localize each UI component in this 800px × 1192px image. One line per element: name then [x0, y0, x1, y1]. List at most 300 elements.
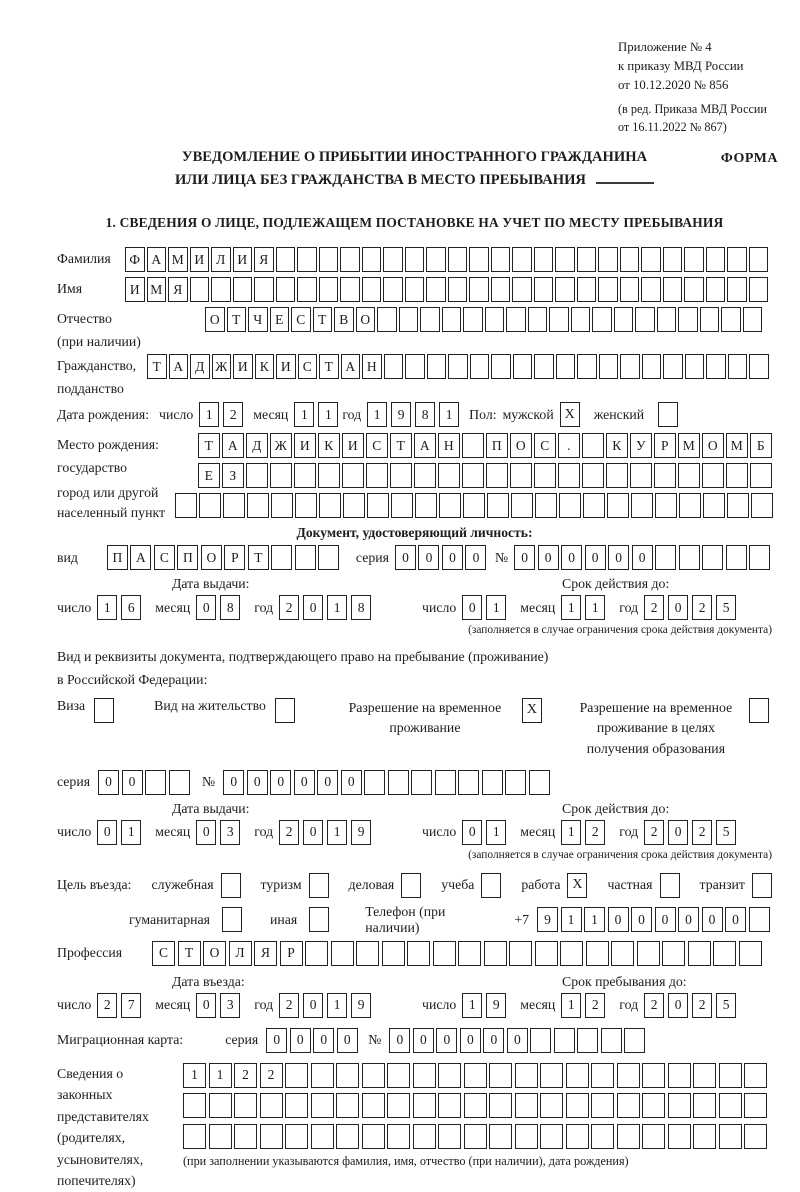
char-box[interactable]: [387, 1124, 410, 1149]
char-box[interactable]: Ч: [248, 307, 268, 332]
char-box[interactable]: [703, 493, 725, 518]
char-box[interactable]: 9: [351, 993, 371, 1018]
char-box[interactable]: [749, 907, 770, 932]
char-box[interactable]: [577, 247, 597, 272]
char-box[interactable]: [319, 277, 339, 302]
char-box[interactable]: 0: [702, 907, 723, 932]
char-box[interactable]: 0: [196, 820, 216, 845]
char-box[interactable]: [642, 1124, 665, 1149]
char-box[interactable]: С: [154, 545, 175, 570]
char-box[interactable]: [591, 1063, 614, 1088]
char-box[interactable]: [540, 1093, 563, 1118]
char-box[interactable]: [555, 277, 575, 302]
char-box[interactable]: [559, 493, 581, 518]
char-box[interactable]: [318, 545, 339, 570]
char-box[interactable]: 0: [303, 993, 323, 1018]
char-box[interactable]: [362, 247, 382, 272]
char-box[interactable]: [566, 1063, 589, 1088]
char-box[interactable]: И: [233, 247, 253, 272]
char-box[interactable]: [336, 1063, 359, 1088]
char-box[interactable]: [463, 307, 483, 332]
char-box[interactable]: [405, 247, 425, 272]
char-box[interactable]: [702, 463, 724, 488]
char-box[interactable]: [719, 1063, 742, 1088]
char-box[interactable]: [438, 1124, 461, 1149]
char-box[interactable]: [577, 1028, 598, 1053]
char-box[interactable]: [513, 354, 533, 379]
char-box[interactable]: [606, 463, 628, 488]
char-box[interactable]: М: [147, 277, 167, 302]
char-box[interactable]: [388, 770, 409, 795]
char-box[interactable]: [356, 941, 379, 966]
char-box[interactable]: 1: [561, 595, 581, 620]
sex-female-checkbox[interactable]: [658, 402, 678, 427]
char-box[interactable]: [555, 247, 575, 272]
char-box[interactable]: 0: [196, 993, 216, 1018]
char-box[interactable]: [620, 354, 640, 379]
char-box[interactable]: 5: [716, 993, 736, 1018]
char-box[interactable]: [175, 493, 197, 518]
char-box[interactable]: Т: [178, 941, 201, 966]
char-box[interactable]: [726, 545, 747, 570]
char-box[interactable]: Е: [270, 307, 290, 332]
char-box[interactable]: 0: [395, 545, 416, 570]
purpose-business-checkbox[interactable]: [221, 873, 241, 898]
char-box[interactable]: Т: [198, 433, 220, 458]
char-box[interactable]: [271, 545, 292, 570]
char-box[interactable]: 1: [585, 595, 605, 620]
char-box[interactable]: [713, 941, 736, 966]
char-box[interactable]: 1: [561, 993, 581, 1018]
char-box[interactable]: [487, 493, 509, 518]
char-box[interactable]: [426, 277, 446, 302]
char-box[interactable]: 0: [507, 1028, 528, 1053]
char-box[interactable]: 2: [692, 993, 712, 1018]
char-box[interactable]: 1: [209, 1063, 232, 1088]
char-box[interactable]: [534, 354, 554, 379]
char-box[interactable]: К: [255, 354, 275, 379]
char-box[interactable]: [405, 277, 425, 302]
char-box[interactable]: [462, 463, 484, 488]
char-box[interactable]: [684, 277, 704, 302]
char-box[interactable]: [448, 277, 468, 302]
char-box[interactable]: [598, 247, 618, 272]
char-box[interactable]: [413, 1063, 436, 1088]
char-box[interactable]: [438, 1063, 461, 1088]
char-box[interactable]: [297, 277, 317, 302]
char-box[interactable]: А: [147, 247, 167, 272]
char-box[interactable]: [706, 354, 726, 379]
char-box[interactable]: Е: [198, 463, 220, 488]
char-box[interactable]: [614, 307, 634, 332]
char-box[interactable]: Р: [654, 433, 676, 458]
char-box[interactable]: 0: [389, 1028, 410, 1053]
char-box[interactable]: П: [107, 545, 128, 570]
char-box[interactable]: [247, 493, 269, 518]
char-box[interactable]: 2: [585, 993, 605, 1018]
char-box[interactable]: В: [334, 307, 354, 332]
char-box[interactable]: [427, 354, 447, 379]
char-box[interactable]: О: [201, 545, 222, 570]
char-box[interactable]: [582, 433, 604, 458]
char-box[interactable]: [336, 1093, 359, 1118]
char-box[interactable]: [209, 1093, 232, 1118]
char-box[interactable]: [387, 1093, 410, 1118]
char-box[interactable]: 1: [439, 402, 459, 427]
char-box[interactable]: Д: [190, 354, 210, 379]
char-box[interactable]: [145, 770, 166, 795]
char-box[interactable]: 0: [678, 907, 699, 932]
char-box[interactable]: [234, 1093, 257, 1118]
char-box[interactable]: 2: [223, 402, 243, 427]
char-box[interactable]: А: [130, 545, 151, 570]
char-box[interactable]: [413, 1093, 436, 1118]
char-box[interactable]: [515, 1063, 538, 1088]
char-box[interactable]: [387, 1063, 410, 1088]
char-box[interactable]: Т: [390, 433, 412, 458]
char-box[interactable]: 0: [122, 770, 143, 795]
char-box[interactable]: [506, 307, 526, 332]
char-box[interactable]: 1: [327, 993, 347, 1018]
char-box[interactable]: [319, 493, 341, 518]
char-box[interactable]: 1: [561, 820, 581, 845]
char-box[interactable]: М: [678, 433, 700, 458]
char-box[interactable]: [750, 463, 772, 488]
char-box[interactable]: 2: [279, 993, 299, 1018]
char-box[interactable]: [223, 493, 245, 518]
char-box[interactable]: [405, 354, 425, 379]
char-box[interactable]: Я: [254, 247, 274, 272]
char-box[interactable]: С: [298, 354, 318, 379]
residence-permit-checkbox[interactable]: [275, 698, 295, 723]
char-box[interactable]: 0: [303, 820, 323, 845]
char-box[interactable]: [679, 545, 700, 570]
char-box[interactable]: [464, 1063, 487, 1088]
char-box[interactable]: [554, 1028, 575, 1053]
char-box[interactable]: [458, 941, 481, 966]
char-box[interactable]: Б: [750, 433, 772, 458]
char-box[interactable]: 0: [655, 907, 676, 932]
char-box[interactable]: [721, 307, 741, 332]
char-box[interactable]: [749, 545, 770, 570]
char-box[interactable]: [657, 307, 677, 332]
char-box[interactable]: [340, 247, 360, 272]
char-box[interactable]: [233, 277, 253, 302]
char-box[interactable]: К: [606, 433, 628, 458]
char-box[interactable]: [702, 545, 723, 570]
char-box[interactable]: [297, 247, 317, 272]
char-box[interactable]: И: [190, 247, 210, 272]
char-box[interactable]: 0: [313, 1028, 334, 1053]
char-box[interactable]: [591, 1124, 614, 1149]
char-box[interactable]: [413, 1124, 436, 1149]
char-box[interactable]: [246, 463, 268, 488]
char-box[interactable]: [234, 1124, 257, 1149]
char-box[interactable]: Т: [313, 307, 333, 332]
char-box[interactable]: [183, 1093, 206, 1118]
char-box[interactable]: Я: [168, 277, 188, 302]
char-box[interactable]: 0: [631, 907, 652, 932]
char-box[interactable]: [485, 307, 505, 332]
char-box[interactable]: [469, 247, 489, 272]
char-box[interactable]: [727, 247, 747, 272]
char-box[interactable]: И: [233, 354, 253, 379]
char-box[interactable]: [489, 1063, 512, 1088]
char-box[interactable]: [642, 1093, 665, 1118]
char-box[interactable]: [464, 1124, 487, 1149]
char-box[interactable]: [209, 1124, 232, 1149]
char-box[interactable]: [336, 1124, 359, 1149]
char-box[interactable]: 1: [294, 402, 314, 427]
char-box[interactable]: [535, 941, 558, 966]
char-box[interactable]: [693, 1124, 716, 1149]
char-box[interactable]: [751, 493, 773, 518]
char-box[interactable]: [470, 354, 490, 379]
char-box[interactable]: [749, 277, 769, 302]
char-box[interactable]: [318, 463, 340, 488]
char-box[interactable]: М: [168, 247, 188, 272]
char-box[interactable]: [577, 277, 597, 302]
char-box[interactable]: Я: [254, 941, 277, 966]
char-box[interactable]: [271, 493, 293, 518]
char-box[interactable]: 5: [716, 595, 736, 620]
char-box[interactable]: [491, 354, 511, 379]
char-box[interactable]: [469, 277, 489, 302]
char-box[interactable]: [512, 247, 532, 272]
char-box[interactable]: [611, 941, 634, 966]
char-box[interactable]: [749, 354, 769, 379]
char-box[interactable]: Р: [224, 545, 245, 570]
char-box[interactable]: С: [152, 941, 175, 966]
purpose-work-checkbox[interactable]: X: [567, 873, 587, 898]
char-box[interactable]: Л: [229, 941, 252, 966]
char-box[interactable]: 8: [351, 595, 371, 620]
char-box[interactable]: [491, 247, 511, 272]
char-box[interactable]: [407, 941, 430, 966]
char-box[interactable]: [511, 493, 533, 518]
char-box[interactable]: [411, 770, 432, 795]
char-box[interactable]: [438, 463, 460, 488]
char-box[interactable]: 0: [632, 545, 653, 570]
char-box[interactable]: [484, 941, 507, 966]
char-box[interactable]: [340, 277, 360, 302]
char-box[interactable]: А: [341, 354, 361, 379]
char-box[interactable]: 2: [279, 595, 299, 620]
char-box[interactable]: Р: [280, 941, 303, 966]
char-box[interactable]: Т: [227, 307, 247, 332]
char-box[interactable]: 2: [692, 595, 712, 620]
char-box[interactable]: [515, 1124, 538, 1149]
char-box[interactable]: [169, 770, 190, 795]
char-box[interactable]: [744, 1093, 767, 1118]
char-box[interactable]: 0: [668, 595, 688, 620]
char-box[interactable]: 0: [483, 1028, 504, 1053]
char-box[interactable]: 0: [418, 545, 439, 570]
char-box[interactable]: [362, 1093, 385, 1118]
char-box[interactable]: [654, 463, 676, 488]
char-box[interactable]: [260, 1093, 283, 1118]
char-box[interactable]: 2: [585, 820, 605, 845]
char-box[interactable]: [655, 545, 676, 570]
visa-checkbox[interactable]: [94, 698, 114, 723]
char-box[interactable]: 2: [97, 993, 117, 1018]
char-box[interactable]: [285, 1093, 308, 1118]
char-box[interactable]: [420, 307, 440, 332]
char-box[interactable]: [693, 1063, 716, 1088]
char-box[interactable]: 0: [725, 907, 746, 932]
char-box[interactable]: [414, 463, 436, 488]
char-box[interactable]: [744, 1063, 767, 1088]
char-box[interactable]: [285, 1124, 308, 1149]
char-box[interactable]: П: [177, 545, 198, 570]
char-box[interactable]: 2: [644, 993, 664, 1018]
char-box[interactable]: [620, 277, 640, 302]
char-box[interactable]: [276, 247, 296, 272]
char-box[interactable]: [739, 941, 762, 966]
char-box[interactable]: 0: [561, 545, 582, 570]
char-box[interactable]: [486, 463, 508, 488]
char-box[interactable]: [534, 247, 554, 272]
char-box[interactable]: .: [558, 433, 580, 458]
char-box[interactable]: [642, 354, 662, 379]
char-box[interactable]: 2: [644, 820, 664, 845]
char-box[interactable]: [528, 307, 548, 332]
char-box[interactable]: А: [222, 433, 244, 458]
char-box[interactable]: 7: [121, 993, 141, 1018]
char-box[interactable]: [583, 493, 605, 518]
char-box[interactable]: [448, 354, 468, 379]
char-box[interactable]: [556, 354, 576, 379]
char-box[interactable]: [319, 247, 339, 272]
char-box[interactable]: [668, 1093, 691, 1118]
char-box[interactable]: [662, 941, 685, 966]
char-box[interactable]: 2: [644, 595, 664, 620]
char-box[interactable]: [728, 354, 748, 379]
char-box[interactable]: К: [318, 433, 340, 458]
char-box[interactable]: С: [291, 307, 311, 332]
char-box[interactable]: 1: [462, 993, 482, 1018]
char-box[interactable]: [382, 941, 405, 966]
char-box[interactable]: [744, 1124, 767, 1149]
char-box[interactable]: [560, 941, 583, 966]
char-box[interactable]: И: [342, 433, 364, 458]
char-box[interactable]: 1: [327, 595, 347, 620]
char-box[interactable]: [270, 463, 292, 488]
char-box[interactable]: 0: [413, 1028, 434, 1053]
char-box[interactable]: [305, 941, 328, 966]
char-box[interactable]: [534, 463, 556, 488]
char-box[interactable]: [362, 277, 382, 302]
char-box[interactable]: [620, 247, 640, 272]
char-box[interactable]: [549, 307, 569, 332]
char-box[interactable]: [489, 1124, 512, 1149]
char-box[interactable]: 1: [97, 595, 117, 620]
char-box[interactable]: [668, 1063, 691, 1088]
char-box[interactable]: 0: [196, 595, 216, 620]
char-box[interactable]: 0: [465, 545, 486, 570]
char-box[interactable]: Н: [362, 354, 382, 379]
char-box[interactable]: [362, 1124, 385, 1149]
char-box[interactable]: [706, 247, 726, 272]
char-box[interactable]: [463, 493, 485, 518]
char-box[interactable]: 0: [247, 770, 268, 795]
char-box[interactable]: 9: [391, 402, 411, 427]
purpose-study-checkbox[interactable]: [481, 873, 501, 898]
char-box[interactable]: 0: [608, 907, 629, 932]
char-box[interactable]: 1: [486, 820, 506, 845]
char-box[interactable]: [726, 463, 748, 488]
char-box[interactable]: [540, 1063, 563, 1088]
char-box[interactable]: 3: [220, 820, 240, 845]
char-box[interactable]: [663, 247, 683, 272]
char-box[interactable]: [684, 247, 704, 272]
char-box[interactable]: [489, 1093, 512, 1118]
char-box[interactable]: [439, 493, 461, 518]
char-box[interactable]: [364, 770, 385, 795]
char-box[interactable]: [343, 493, 365, 518]
char-box[interactable]: [535, 493, 557, 518]
char-box[interactable]: [433, 941, 456, 966]
char-box[interactable]: 0: [514, 545, 535, 570]
char-box[interactable]: [617, 1063, 640, 1088]
char-box[interactable]: 1: [183, 1063, 206, 1088]
char-box[interactable]: Ф: [125, 247, 145, 272]
char-box[interactable]: [462, 433, 484, 458]
char-box[interactable]: [749, 247, 769, 272]
char-box[interactable]: [586, 941, 609, 966]
char-box[interactable]: [592, 307, 612, 332]
char-box[interactable]: 0: [294, 770, 315, 795]
char-box[interactable]: [366, 463, 388, 488]
char-box[interactable]: 0: [442, 545, 463, 570]
char-box[interactable]: [598, 277, 618, 302]
char-box[interactable]: [391, 493, 413, 518]
char-box[interactable]: [342, 463, 364, 488]
char-box[interactable]: [199, 493, 221, 518]
char-box[interactable]: [617, 1093, 640, 1118]
char-box[interactable]: [601, 1028, 622, 1053]
char-box[interactable]: Т: [319, 354, 339, 379]
char-box[interactable]: [577, 354, 597, 379]
char-box[interactable]: 0: [460, 1028, 481, 1053]
char-box[interactable]: М: [726, 433, 748, 458]
char-box[interactable]: [668, 1124, 691, 1149]
char-box[interactable]: [655, 493, 677, 518]
purpose-tourism-checkbox[interactable]: [309, 873, 329, 898]
char-box[interactable]: [367, 493, 389, 518]
char-box[interactable]: 0: [585, 545, 606, 570]
char-box[interactable]: [505, 770, 526, 795]
char-box[interactable]: 0: [317, 770, 338, 795]
char-box[interactable]: [390, 463, 412, 488]
char-box[interactable]: [743, 307, 763, 332]
purpose-other-checkbox[interactable]: [309, 907, 329, 932]
char-box[interactable]: 8: [415, 402, 435, 427]
char-box[interactable]: [719, 1124, 742, 1149]
char-box[interactable]: [211, 277, 231, 302]
char-box[interactable]: [435, 770, 456, 795]
char-box[interactable]: 0: [608, 545, 629, 570]
char-box[interactable]: Д: [246, 433, 268, 458]
char-box[interactable]: Т: [147, 354, 167, 379]
char-box[interactable]: [311, 1063, 334, 1088]
char-box[interactable]: 0: [462, 820, 482, 845]
char-box[interactable]: [515, 1093, 538, 1118]
temp-residence-education-checkbox[interactable]: [749, 698, 769, 723]
char-box[interactable]: [607, 493, 629, 518]
purpose-commercial-checkbox[interactable]: [401, 873, 421, 898]
char-box[interactable]: [509, 941, 532, 966]
